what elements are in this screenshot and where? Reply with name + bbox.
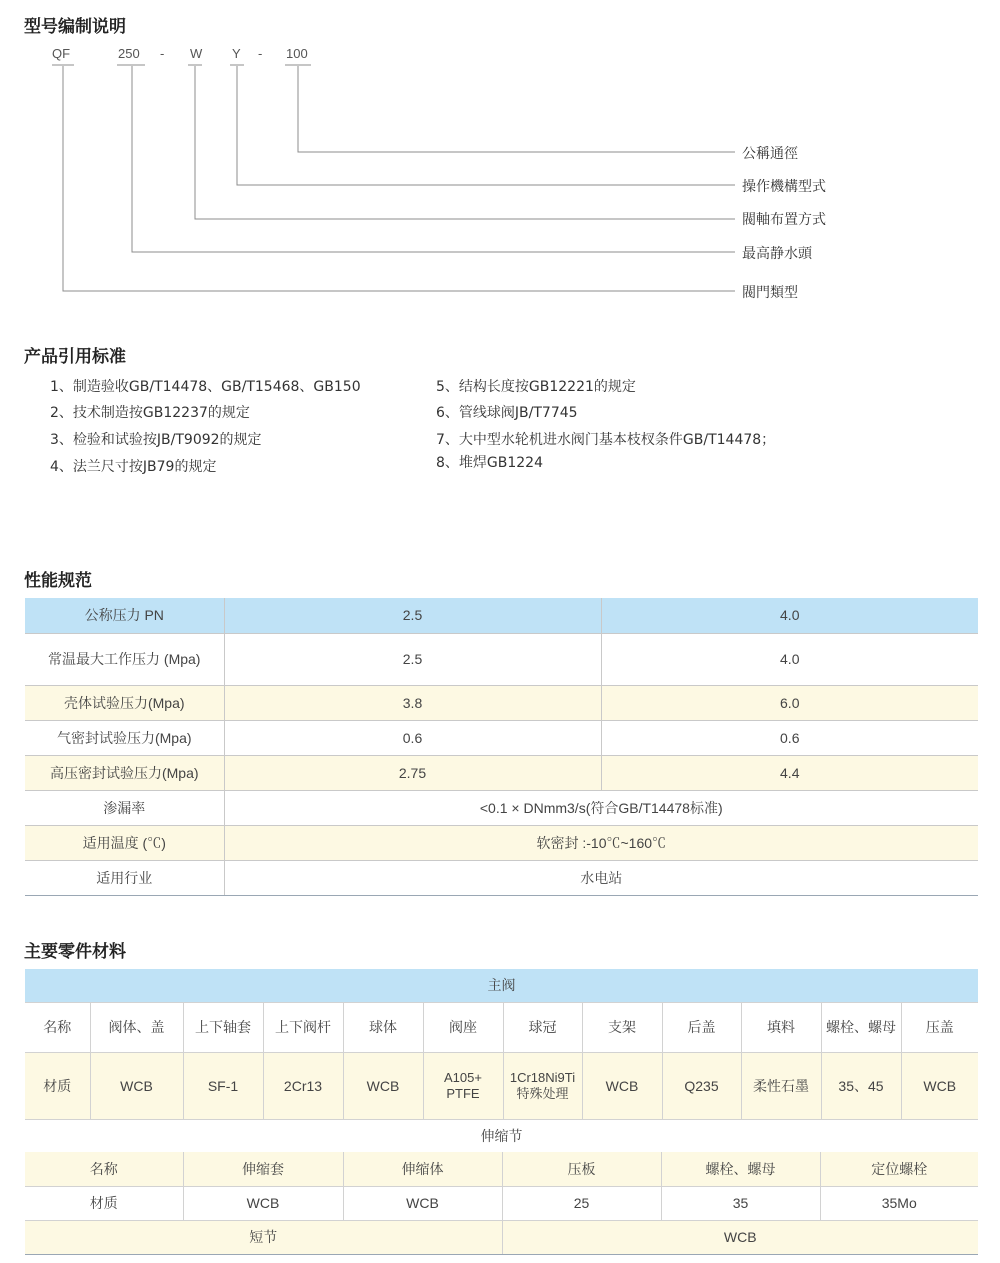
table-cell: 名称 [25, 1152, 183, 1186]
standard-item: 2、技术制造按GB12237的规定 [50, 405, 250, 421]
legend-shaft-arrangement: 閥軸布置方式 [742, 212, 826, 228]
row-label: 适用温度 (℃) [25, 825, 224, 860]
table-cell: WCB [343, 1186, 502, 1220]
code-dash-1: - [160, 46, 165, 61]
section-title-model: 型号编制说明 [24, 17, 126, 37]
table-cell: 短节 [25, 1220, 502, 1254]
standard-item: 6、管线球阀JB/T7745 [436, 405, 578, 421]
table-cell: 填料 [741, 1002, 821, 1052]
table-cell: WCB [901, 1052, 978, 1119]
table-row [25, 790, 978, 825]
table-row [25, 1119, 978, 1152]
table-cell: 阀体、盖 [90, 1002, 183, 1052]
legend-operation-mechanism: 操作機構型式 [742, 179, 826, 195]
main-valve-header: 主阀 [25, 969, 978, 1002]
expansion-joint-header: 伸缩节 [480, 1127, 523, 1144]
standard-item: 8、堆焊GB1224 [436, 455, 543, 471]
legend-nominal-diameter: 公稱通徑 [742, 146, 798, 162]
table-row [25, 1152, 978, 1186]
table-cell: 4.0 [601, 633, 978, 685]
table-cell: 螺栓、螺母 [821, 1002, 901, 1052]
table-cell: 压盖 [901, 1002, 978, 1052]
code-y: Y [232, 46, 241, 61]
code-qf: QF [52, 46, 71, 61]
table-cell: <0.1 × DNmm3/s(符合GB/T14478标准) [224, 790, 978, 825]
standard-item: 4、法兰尺寸按JB79的规定 [50, 459, 217, 475]
table-row [25, 633, 978, 685]
table-cell: WCB [502, 1220, 978, 1254]
table-row [25, 1052, 978, 1119]
table-cell: 35 [661, 1186, 820, 1220]
table-row [25, 825, 978, 860]
table-cell: SF-1 [183, 1052, 263, 1119]
table-cell: 球体 [343, 1002, 423, 1052]
standard-item: 5、结构长度按GB12221的规定 [436, 379, 636, 395]
table-cell: 3.8 [224, 685, 601, 720]
table-cell: 2.5 [224, 633, 601, 685]
table-header-row [25, 969, 978, 1002]
table-row [25, 1186, 978, 1220]
header-cell: 4.0 [601, 598, 978, 633]
table-cell: 材质 [25, 1186, 183, 1220]
table-cell: 材质 [25, 1052, 90, 1119]
performance-table [25, 598, 978, 896]
table-cell: A105+ PTFE [423, 1052, 503, 1119]
table-cell: 螺栓、螺母 [661, 1152, 820, 1186]
table-cell: WCB [582, 1052, 662, 1119]
table-cell: 伸缩套 [183, 1152, 343, 1186]
section-title-standards: 产品引用标准 [24, 347, 126, 367]
table-row [25, 685, 978, 720]
table-cell: 25 [502, 1186, 661, 1220]
model-code-lines [0, 0, 1000, 310]
table-row [25, 1220, 978, 1254]
table-cell: 阀座 [423, 1002, 503, 1052]
table-row [25, 1002, 978, 1052]
table-row [25, 755, 978, 790]
table-cell: 35、45 [821, 1052, 901, 1119]
table-cell: 0.6 [224, 720, 601, 755]
table-cell: 软密封 :-10℃~160℃ [224, 825, 978, 860]
table-cell: 4.4 [601, 755, 978, 790]
table-cell: 1Cr18Ni9Ti 特殊处理 [503, 1052, 582, 1119]
table-cell: 上下轴套 [183, 1002, 263, 1052]
table-cell: 水电站 [224, 860, 978, 895]
row-label: 常温最大工作压力 (Mpa) [25, 633, 224, 685]
table-cell: 定位螺栓 [820, 1152, 978, 1186]
row-label: 气密封试验压力(Mpa) [25, 720, 224, 755]
table-cell: 2Cr13 [263, 1052, 343, 1119]
table-cell: 35Mo [820, 1186, 978, 1220]
legend-max-static-head: 最高静水頭 [742, 246, 812, 262]
table-cell: WCB [183, 1186, 343, 1220]
standard-item: 1、制造验收GB/T14478、GB/T15468、GB150 [50, 379, 361, 395]
code-100: 100 [286, 46, 308, 61]
code-w: W [190, 46, 203, 61]
header-cell: 公称压力 PN [25, 598, 224, 633]
table-cell: Q235 [662, 1052, 741, 1119]
table-cell: 伸缩体 [343, 1152, 502, 1186]
standard-item: 3、检验和试验按JB/T9092的规定 [50, 432, 262, 448]
table-cell: 上下阀杆 [263, 1002, 343, 1052]
main-valve-materials-table [25, 969, 978, 1120]
table-cell: 球冠 [503, 1002, 582, 1052]
table-cell: 0.6 [601, 720, 978, 755]
legend-valve-type: 閥門類型 [742, 285, 798, 301]
table-cell: 后盖 [662, 1002, 741, 1052]
standard-item: 7、大中型水轮机进水阀门基本枝杈条件GB/T14478； [436, 432, 776, 448]
header-cell: 2.5 [224, 598, 601, 633]
code-dash-2: - [258, 46, 263, 61]
table-row [25, 860, 978, 895]
expansion-joint-materials-table [25, 1119, 978, 1255]
section-title-performance: 性能规范 [24, 571, 92, 591]
table-cell: 名称 [25, 1002, 90, 1052]
row-label: 渗漏率 [25, 790, 224, 825]
table-cell: WCB [343, 1052, 423, 1119]
row-label: 适用行业 [25, 860, 224, 895]
table-cell: 支架 [582, 1002, 662, 1052]
table-row [25, 720, 978, 755]
row-label: 壳体试验压力(Mpa) [25, 685, 224, 720]
section-title-materials: 主要零件材料 [24, 942, 126, 962]
row-label: 高压密封试验压力(Mpa) [25, 755, 224, 790]
table-cell: 2.75 [224, 755, 601, 790]
table-cell: 柔性石墨 [741, 1052, 821, 1119]
code-250: 250 [118, 46, 140, 61]
table-cell: 压板 [502, 1152, 661, 1186]
table-cell: WCB [90, 1052, 183, 1119]
table-header-row [25, 598, 978, 633]
table-cell: 6.0 [601, 685, 978, 720]
